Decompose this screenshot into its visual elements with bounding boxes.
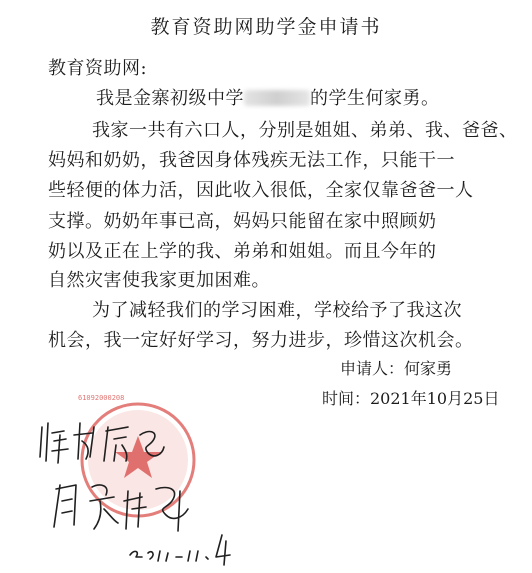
- handwritten-approval: [30, 405, 270, 565]
- body-line-4: 些轻便的体力活，因此收入很低，全家仅靠爸爸一人: [48, 180, 474, 201]
- application-date: 时间：2021年10月25日: [322, 389, 500, 408]
- body-line-3: 妈妈和奶奶，我爸因身体残疾无法工作，只能干一: [48, 150, 455, 171]
- body-line-6: 奶以及正在上学的我、弟弟和姐姐。而且今年的: [48, 241, 437, 262]
- body-line-7: 自然灾害使我家更加困难。: [48, 270, 270, 291]
- body-line-5: 支撑。奶奶年事已高，妈妈只能留在家中照顾奶: [48, 211, 437, 232]
- redacted-school-name: [244, 90, 310, 106]
- body-line-1-part-b: 的学生何家勇。: [310, 88, 440, 109]
- body-line-1: [96, 88, 440, 110]
- body-line-2: 我家一共有六口人，分别是姐姐、弟弟、我、爸爸、: [92, 120, 518, 141]
- salutation: 教育资助网:: [48, 58, 148, 79]
- applicant-signature: 申请人：何家勇: [340, 359, 453, 378]
- body-line-9: 机会，我一定好好学习，努力进步，珍惜这次机会。: [48, 330, 474, 351]
- body-line-8: 为了减轻我们的学习困难，学校给予了我这次: [92, 300, 462, 321]
- body-line-1-part-a: 我是金寨初级中学: [96, 88, 244, 109]
- document-title: 教育资助网助学金申请书: [150, 16, 382, 38]
- stamp-number: 61092000208: [78, 394, 125, 402]
